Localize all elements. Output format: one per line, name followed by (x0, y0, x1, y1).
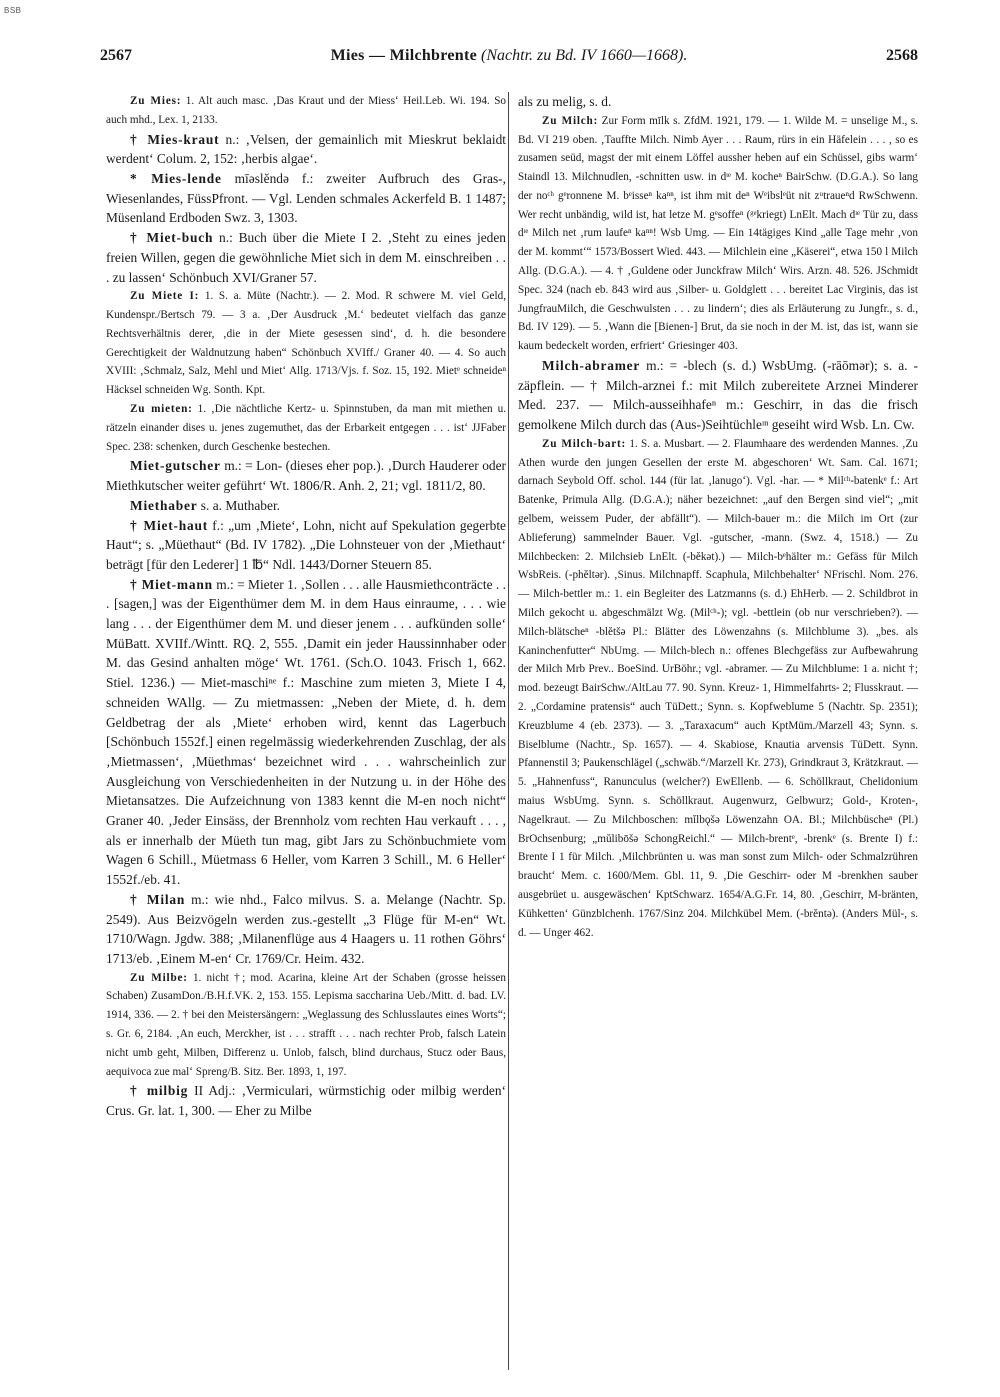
library-stamp: BSB (4, 6, 22, 15)
headword: † Miet-buch (130, 230, 214, 246)
entry-text: 1. S. a. Müte (Nachtr.). — 2. Mod. R schwere M. viel Geld, Kundenspr./Bertsch 79. — 3 a. ‚Der Ausdruck ‚M.‘ bedeutet vielfach das ganze Rechtsverhältnis derer, ‚die in der Miete gesessen sind‘, d. h. die besondere Gerechtigkeit der Waldnutzung haben“ Schönbuch XVIff./ Graner 40. — 4. So auch XVIII: ‚Schmalz, Salz, Mehl und Miet‘ Allg. 1713/Vjs. f. Soz. 15, 192. Mietᵉ schneideⁿ Häcksel schneiden Wg. Sonth. Kpt. (106, 290, 507, 397)
entry (106, 516, 506, 575)
left-column (106, 92, 506, 1121)
headword: † Miet-haut (130, 517, 209, 533)
headword: Milch-abramer (542, 358, 641, 374)
headword: Zu Miete I: (130, 290, 200, 303)
column-divider (508, 92, 509, 1370)
entry (106, 496, 506, 516)
running-title-headwords: Mies — Milchbrente (330, 47, 478, 64)
entry-text: f.: „um ‚Miete‘, Lohn, nicht auf Spekulation gegerbte Haut“; s. „Müethaut“ (Bd. IV 1782). „Die Lohnsteuer von der ‚Miethaut‘ beträgt [für den Lederer] 1 ℔“ Ndl. 1443/Dorner Steuern 85. (106, 517, 506, 572)
page-number-right: 2568 (886, 47, 918, 64)
headword: * Mies-lende (130, 171, 222, 186)
entry-text: 1. Alt auch masc. ‚Das Kraut und der Miess‘ Heil.Leb. Wi. 194. So auch mhd., Lex. 1, 2133. (106, 95, 507, 126)
entry-text: n.: Buch über die Miete I 2. ‚Steht zu eines jeden freien Willen, gegen die gewöhnliche Miet sich in dem M. einschreiben . . . zu lassen‘ Schönbuch XVI/Graner 57. (106, 230, 506, 285)
headword: Zu Milch: (542, 114, 599, 127)
right-column (518, 92, 918, 942)
entry (106, 969, 506, 1082)
entry (106, 130, 506, 169)
entry (106, 92, 506, 130)
entry (106, 287, 506, 400)
headword: Miet-gutscher (130, 458, 221, 474)
entry-text: 1. nicht †; mod. Acarina, kleine Art der Schaben (grosse heissen Schaben) ZusamDon./B.H.f.VK. 2, 153. 155. Lepisma saccharina Ueb./Mitt. d. bad. LV. 1914, 336. — 2. † bei den Meistersängern: „Weglassung des Schlusslautes eines Worts“; s. Gr. 6, 2184. ‚An euch, Merckher, ist . . . strafft . . . nach rechter Prob, falsch Latein nicht umb geht, Milben, Differenz u. Unlob, falsch, blind durchaus, Stucz oder Baus, aequivoca zue mal‘ Spreng/B. Sitz. Ber. 1893, 1, 197. (106, 971, 506, 1078)
entry (518, 112, 918, 356)
headword: Zu Mies: (130, 95, 182, 107)
headword: † Mies-kraut (130, 131, 220, 147)
entry-text: 1. S. a. Musbart. — 2. Flaumhaare des werdenden Mannes. ‚Zu Athen wurde den jungen Gesellen der erste M. abgeschoren‘ Wt. Sam. Cal. 1671; darnach Seybold Off. schol. 144 (für lat. ‚lanugo‘). Vgl. -har. — * Milᶜʰ-batenkᵉ f.: Art Batenke, Primula Allg. (D.G.A.); näher bezeichnet: „auf den Bergen sind viel“; „mit gelbem, weissem Puder, der abfällt“). — Milch-bauer m.: die Milch im Ort (zur Ablieferung) sammelnder Bauer. Vgl. -gutscher, -mann. (Swz. 4, 1518.) — Zu Milchbecken: 2. Milchsieb LnElt. (-bĕkət).) — Milch-bᵉhälter m.: Gefäss für Milch WsbReis. (-phĕltər). ‚Sinus. Milchnapff. Scaphula, Milchbehalter‘ NFrischl. Nom. 276. — Milch-bettler m.: 1. ein Begleiter des Latzmanns (s. d.) EhHerb. — 2. Schildbrot in Milch gekocht u. abgeschmälzt Wg. (Milᶜʰ-); vgl. -bettlein (ob nur verschrieben?). — Milch-blätscheⁿ -blĕtšə Pl.: Blätter des Löwenzahns (s. Milchblume 3). „bes. als Kaninchenfutter“ NbUmg. — Milch-blech n.: offenes Blechgefäss zur Aufbewahrung der Milch Mrb Prev.. BoeSind. UrBöhr.; vgl. -abramer. — Zu Milchblume: 1 a. nicht †; mod. bezeugt BairSchw./AltLau 77. 90. Synn. Kreuz- 1, Himmelfahrts- 2; Flusskraut. — 2. „Cordamine pratensis“ auch TüDett.; Synn. s. Kopfweblume 5 (Nachtr. Sp. 2351); Kreuzblume 4 (eb. 2373). — 3. „Taraxacum“ auch KptMüm./Marzell 43; Synn. s. Biselblume (Nachtr., Sp. 1657). — 4. Skabiose, Knautia arvensis TüDett. Synn. Pfannenstil 3; Paukenschlägel („schwäb.“/Marzell Kr. 273), Grindkraut 3, Krätzkraut. — 5. „Hahnenfuss“, Ranunculus (welcher?) EwEllenb. — 6. Schöllkraut, Chelidonium maius WsbUmg. Synn. s. Schöllkraut. Augenwurz, Gelbwurz; Gold-, Kroten-, Nagelkraut. — Zu Milchboschen: mĭlbǫšə Löwenzahn OA. Bl.; Milchbüscheⁿ (Pl.) BrOchsenburg; „mŭlibōšə SchongReichl.“ — Milch-brentᵉ, -brenkᵉ (s. Brente I) f.: Brente I 1 für Milch. ‚Milchbrünten u. was man sonst zum Milch- oder Schmalzrühren braucht‘ Mem. c. 1600/Mem. Gbl. 11, 9. ‚Die Geschirr- oder M -brenkhen sauber ausgebrüet u. ausgewäschen‘ KptSchwarz. 1654/A.G.Fr. 14, 80. ‚Geschirr, M-bränten, Kühketten‘ Günzblchenh. 1767/Sinz 204. Milchkübel Mem. (-brĕntə). (Anders Mül-, s. d. — Unger 462. (518, 437, 918, 939)
headword: † Miet-mann (130, 576, 213, 592)
entry (106, 575, 506, 890)
headword: Zu Milch-bart: (542, 437, 627, 450)
headword: † milbig (130, 1083, 189, 1099)
entry-text: m.: = Lon- (dieses eher pop.). ‚Durch Hauderer oder Miethkutscher weiter geführt‘ Wt. 1806/R. Anh. 2, 21; vgl. 1811/2, 80. (106, 458, 506, 494)
entry-text: Zur Form mīlk s. ZfdM. 1921, 179. — 1. Wilde M. = unselige M., s. Bd. VI 219 oben. ‚Tauffte Milch. Nimb Ayer . . . Raum, rürs in ein Häfelein . . . , so es zusamen seüd, magst der mit einem Löffel aussher heben auf ein Schüssel, gibs warm‘ Staindl 13. Milchnudlen, -schnitten usw. in dᶦᵉ M. kocheⁿ BairSchw. (D.G.A.). So lang der noᶜʰ gᵉronnene M. bᵉisseⁿ kaⁿⁿ, ist ihm mit deⁿ Wᵉibslᵉüt nit zᵘtraueⁿd RwSchwenn. Wer recht unbändig, wild ist, hat letze M. gᵉsoffeⁿ (ᵍᵉkriegt) LnElt. Mach dᶦᵉ Tür zu, dass dᶦᵉ Milch net ‚rum laufeⁿ kaⁿⁿ! Wsb Umg. — Ein 14tägiges Kind „alle Tage mehr ‚von der M. kommt‘“ 1573/Bossert Wied. 443. — Milchlein eine „Käserei“, etwa 150 l Milch Allg. (D.G.A.). — 4. † ‚Guldene oder Junckfraw Milch‘ Wirs. Arzn. 48. 526. JSchmidt Spec. 324 (nach eb. 843 wird aus ‚Silber- u. Goldglett . . . bereitet Lac Virginis, das ist JungfrauMilch, die Geschwulsten . . . zu lindern‘; dies als Erläuterung zu Jungfr., s. d., Bd. IV 129). — 5. ‚Wann die [Bienen-] Brut, da sie noch in der M. ist, das ist, wann sie kaum bedeckelt worden, erfriert‘ Griesinger 403. (518, 114, 919, 353)
entry (106, 1081, 506, 1120)
headword: † Milan (130, 891, 186, 907)
entry-text: m.: wie nhd., Falco milvus. S. a. Melange (Nachtr. Sp. 2549). Aus Beizvögeln werden zus.-gestellt „3 Flüge für M-en“ Wt. 1710/Wagn. Jgdw. 388; ‚Milanenflüge aus 4 Haagers u. 11 rothen Göhrs‘ 1713/eb. ‚Einem M-en‘ Cr. 1769/Cr. Heim. 432. (106, 891, 506, 966)
entry-text: m.: = -blech (s. d.) WsbUmg. (-rāōmər); s. a. -zäpflein. — † Milch-arznei f.: mit Milch zubereitete Arznei Minderer Med. 237. — Milch-ausseihhafeⁿ m.: Geschirr, in das die frisch gemolkene Milch durch das (Aus-)Seihtüchleᶦⁿ geseiht wird Wsb. Ln. Cw. (518, 358, 918, 433)
entry-text: s. a. Muthaber. (197, 497, 281, 513)
entry-text: m.: = Mieter 1. ‚Sollen . . . alle Hausmiethconträcte . . . [sagen,] was der Eigenthümer dem M. in dem Haus einraume, . . . wie lang . . . der Eigenthümer dem M. und dieser jenem . . . aufkünden solle‘ MüBatt. XVIIf./Wintt. RQ. 2, 555. ‚Damit ein jeder Haussinnhaber oder M. das Gesind anhalten möge‘ Wt. 1761. (Sch.O. 1043. Frisch 1, 662. Stiel. 1236.) — Miet-maschiⁿᵉ f.: Maschine zum mieten 3, Miete I 4, schneiden WAllg. — Zu mietmassen: „Neben der Miete, d. h. dem Geldbetrag der als ‚Miete‘ erhoben wird, kennt das Lagerbuch [Schönbuch 1552f.] einen regelmässig wiederkehrenden Zuschlag, der als ‚Mietmassen‘, ‚Müethmas‘ bezeichnet wird . . . wahrscheinlich zur Ausgleichung von Verschiedenheiten in der Nutzung u. in der Höhe des Mietansatzes. Die Aufzeichnung von 1383 kennt die M-en noch nicht“ Graner 40. ‚Jeder Einsäss, der Brennholz vom rechten Hau verkauft . . . , als er innerhalb der Müeth tun mag, gibt Jars zu Schönbuchmiete vom Wagen 6 Schill., Müetmass 6 Heller, vom Karren 3 Schill., M. 6 Heller‘ 1552f./eb. 41. (106, 576, 506, 888)
entry-continuation (518, 92, 918, 112)
running-title-note: (Nachtr. zu Bd. IV 1660—1668). (481, 47, 688, 64)
entry (518, 356, 918, 435)
entry (518, 435, 918, 943)
entry (106, 890, 506, 969)
entry (106, 169, 506, 228)
headword: Zu mieten: (130, 403, 193, 415)
running-title (100, 47, 918, 65)
page-header (100, 47, 918, 71)
entry-text: n.: ‚Velsen, der gemainlich mit Mieskrut beklaidt werdent‘ Colum. 2, 152: ‚herbis algae‘. (106, 131, 507, 167)
entry-text: 1. ‚Die nächtliche Kertz- u. Spinnstuben, da man mit miethen u. rätzeln einander dises u. jenes zugemuthet, das der Erbarkeit entgegen . . . ist‘ JJFaber Spec. 238: schenken, durch Geschenke bestechen. (106, 403, 506, 453)
entry (106, 456, 506, 495)
entry (106, 400, 506, 456)
entry-text: mīəslĕndə f.: zweiter Aufbruch des Gras-, Wiesenlandes, FüssPfront. — Vgl. Lenden schmales Ackerfeld B. 1 1487; Müsenland Erdboden Swz. 3, 1303. (106, 171, 506, 226)
headword: Zu Milbe: (130, 971, 188, 984)
headword: Miethaber (130, 497, 198, 513)
entry-text: II Adj.: ‚Vermiculari, würmstichig oder milbig werden‘ Crus. Gr. lat. 1, 300. — Eher zu Milbe (106, 1083, 506, 1119)
entry (106, 228, 506, 287)
entry-text: als zu melig, s. d. (518, 94, 612, 109)
page-number-left: 2567 (100, 47, 132, 64)
